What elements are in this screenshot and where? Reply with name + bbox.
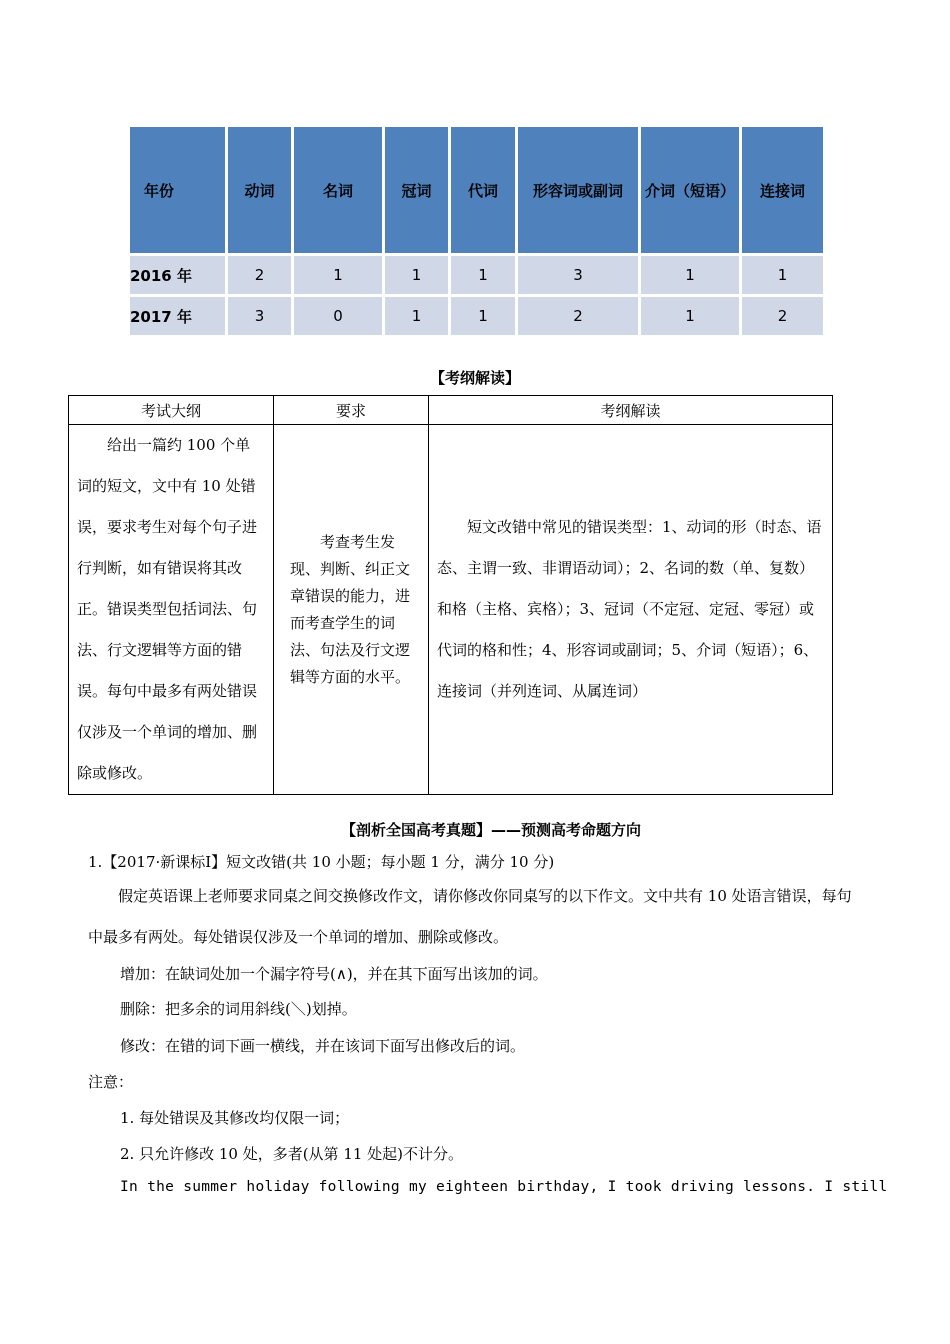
header-cell: 考纲解读 — [429, 396, 833, 425]
header-cell: 名词 — [293, 126, 384, 255]
header-cell: 动词 — [227, 126, 293, 255]
delete-instruction: 删除：把多余的词用斜线(＼)划掉。 — [120, 1000, 357, 1018]
add-instruction: 增加：在缺词处加一个漏字符号(∧)，并在其下面写出该加的词。 — [120, 965, 548, 983]
outline-section-title: 【考纲解读】 — [429, 369, 520, 387]
count-cell: 0 — [293, 296, 384, 337]
header-cell: 考试大纲 — [69, 396, 274, 425]
note-label: 注意： — [88, 1073, 134, 1091]
passage-line: In the summer holiday following my eighteen birthday, I took driving lessons. I still — [120, 1179, 888, 1195]
header-cell: 连接词 — [741, 126, 825, 255]
stats-header-row — [129, 126, 825, 255]
year-cell: 2017 年 — [129, 296, 227, 337]
count-cell: 2 — [517, 296, 640, 337]
syllabus-table — [68, 395, 833, 795]
table-row — [129, 296, 825, 337]
header-cell: 冠词 — [384, 126, 450, 255]
count-cell: 1 — [384, 296, 450, 337]
count-cell: 3 — [517, 255, 640, 296]
year-cell: 2016 年 — [129, 255, 227, 296]
section-title: 【剖析全国高考真题】——预测高考命题方向 — [340, 821, 641, 839]
count-cell: 1 — [450, 255, 517, 296]
count-cell: 2 — [227, 255, 293, 296]
note-item-2: 2. 只允许修改 10 处，多者(从第 11 处起)不计分。 — [120, 1145, 464, 1163]
modify-instruction: 修改：在错的词下画一横线，并在该词下面写出修改后的词。 — [120, 1037, 526, 1055]
count-cell: 1 — [741, 255, 825, 296]
count-cell: 3 — [227, 296, 293, 337]
header-cell: 年份 — [129, 126, 227, 255]
requirement-description: 考查考生发现、判断、纠正文章错误的能力，进而考查学生的词法、句法及行文逻辑等方面的水平。 — [274, 425, 429, 795]
syllabus-description: 给出一篇约 100 个单词的短文，文中有 10 处错误，要求考生对每个句子进行判断，如有错误将其改正。错误类型包括词法、句法、行文逻辑等方面的错误。每句中最多有两处错误仅涉及一个单词的增加、删除或修改。 — [69, 425, 274, 795]
passage-text — [120, 1179, 888, 1195]
count-cell: 1 — [640, 255, 741, 296]
count-cell: 1 — [640, 296, 741, 337]
count-cell: 1 — [293, 255, 384, 296]
count-cell: 1 — [384, 255, 450, 296]
count-cell: 1 — [450, 296, 517, 337]
interpretation-description: 短文改错中常见的错误类型：1、动词的形（时态、语态、主谓一致、非谓语动词）；2、名词的数（单、复数）和格（主格、宾格）；3、冠词（不定冠、定冠、零冠）或代词的格和性；4、形容词或副词；5、介词（短语）；6、连接词（并列连词、从属连词） — [429, 425, 833, 795]
table-row — [129, 255, 825, 296]
header-cell: 代词 — [450, 126, 517, 255]
header-cell: 介词（短语） — [640, 126, 741, 255]
count-cell: 2 — [741, 296, 825, 337]
syllabus-header-row — [69, 396, 833, 425]
note-item-1: 1. 每处错误及其修改均仅限一词； — [120, 1109, 350, 1127]
header-cell: 要求 — [274, 396, 429, 425]
error-type-stats-table — [127, 124, 826, 338]
question-intro: 假定英语课上老师要求同桌之间交换修改作文，请你修改你同桌写的以下作文。文中共有 10 处语言错误，每句中最多有两处。每处错误仅涉及一个单词的增加、删除或修改。 — [88, 887, 852, 946]
syllabus-content-row — [69, 425, 833, 795]
header-cell: 形容词或副词 — [517, 126, 640, 255]
question-heading: 1.【2017·新课标Ⅰ】短文改错(共 10 小题；每小题 1 分，满分 10 分) — [88, 853, 555, 871]
